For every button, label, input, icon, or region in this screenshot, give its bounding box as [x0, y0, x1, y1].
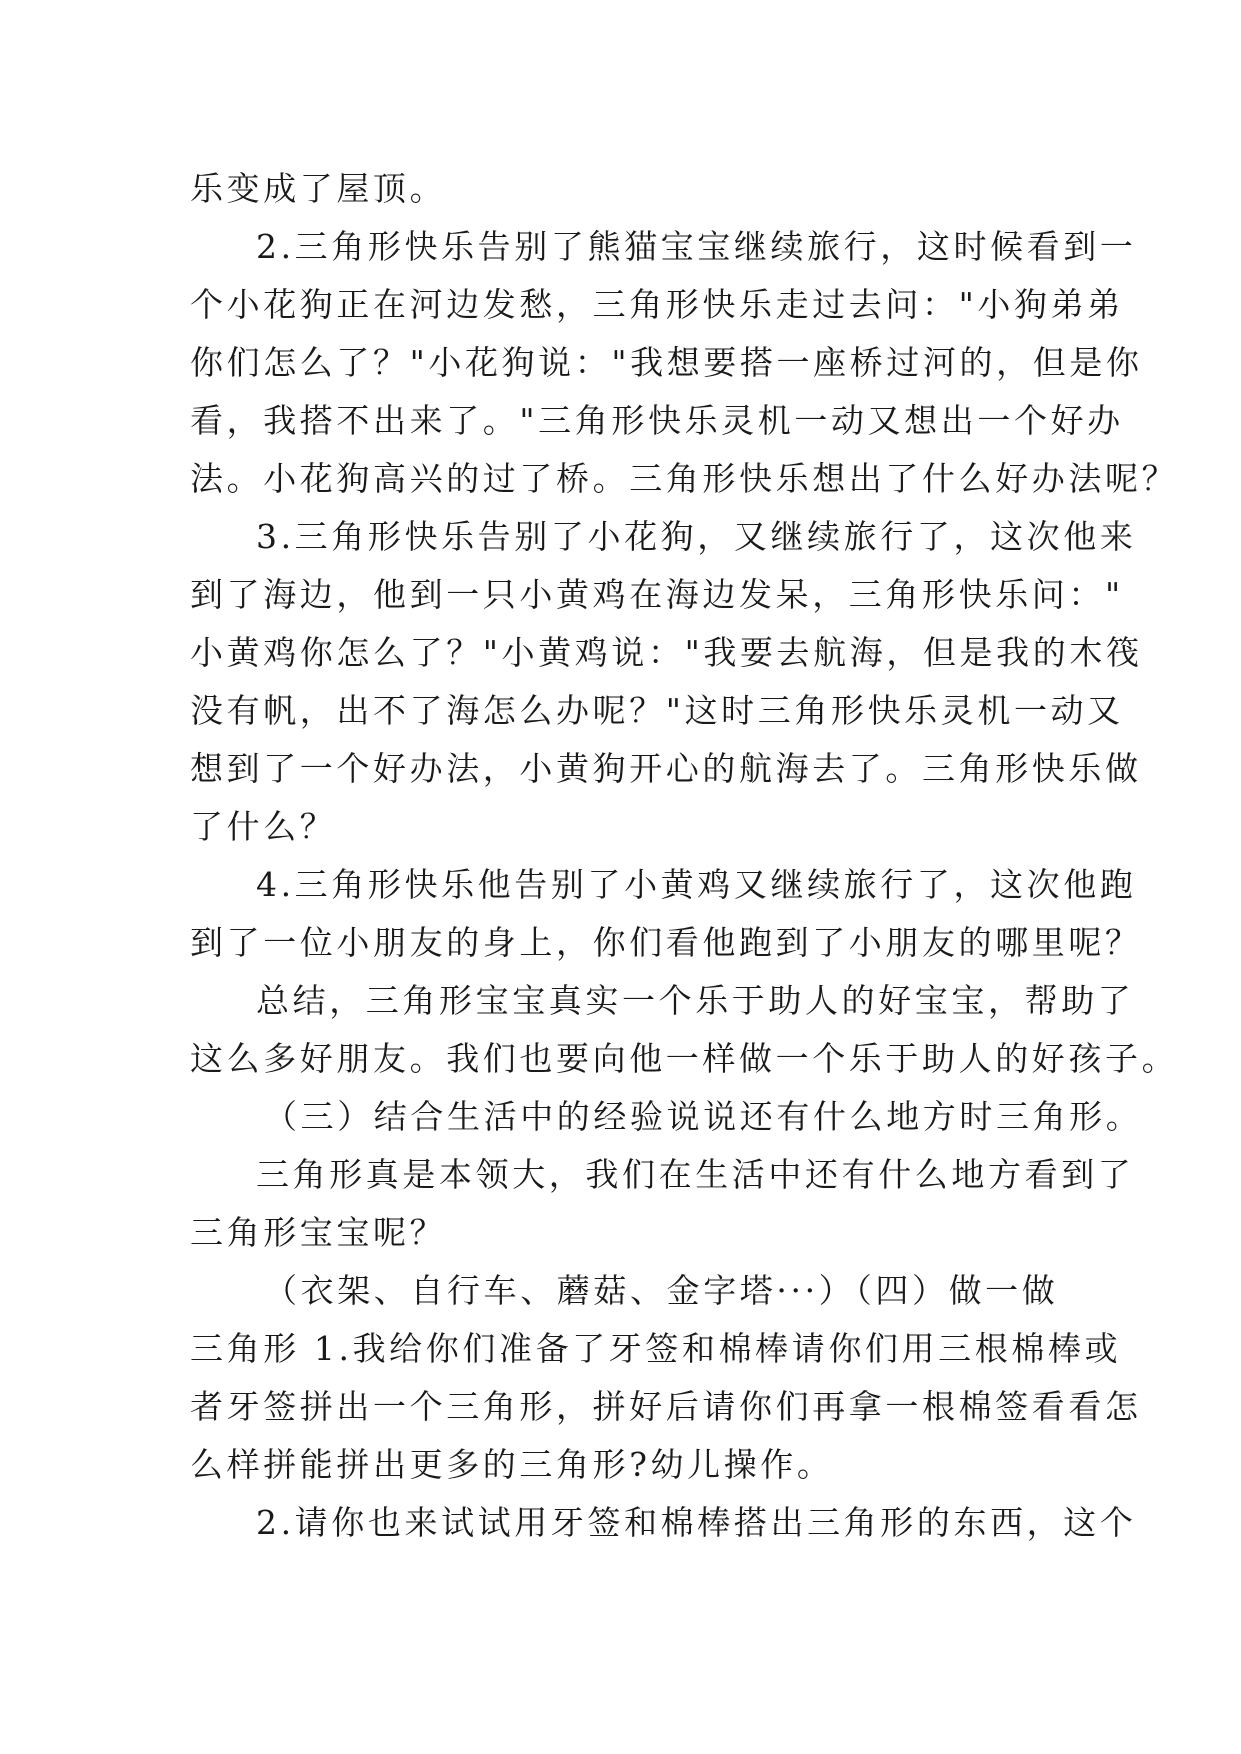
text-line: 这么多好朋友。我们也要向他一样做一个乐于助人的好孩子。	[190, 1039, 1179, 1078]
text-line: 三角形 1.我给你们准备了牙签和棉棒请你们用三根棉棒或	[190, 1329, 1122, 1368]
text-line: 到了一位小朋友的身上，你们看他跑到了小朋友的哪里呢？	[190, 923, 1142, 962]
text-line: （衣架、自行车、蘑菇、金字塔···）（四）做一做	[264, 1271, 1059, 1310]
document-body	[190, 160, 1179, 1552]
text-line: 了什么？	[190, 807, 337, 846]
text-line: 三角形宝宝呢？	[190, 1213, 447, 1252]
text-line: 4.三角形快乐他告别了小黄鸡又继续旅行了，这次他跑	[256, 865, 1137, 904]
text-line: 小黄鸡你怎么了？"小黄鸡说："我要去航海，但是我的木筏	[190, 633, 1143, 672]
section-heading: （三）结合生活中的经验说说还有什么地方时三角形。	[264, 1097, 1143, 1136]
text-line: 总结，三角形宝宝真实一个乐于助人的好宝宝，帮助了	[256, 981, 1135, 1020]
text-line: 想到了一个好办法，小黄狗开心的航海去了。三角形快乐做	[190, 749, 1142, 788]
text-line: 么样拼能拼出更多的三角形?幼儿操作。	[190, 1445, 834, 1484]
text-line: 3.三角形快乐告别了小花狗，又继续旅行了，这次他来	[256, 517, 1137, 556]
text-line: 你们怎么了？"小花狗说："我想要搭一座桥过河的，但是你	[190, 343, 1143, 382]
text-line: 法。小花狗高兴的过了桥。三角形快乐想出了什么好办法呢？	[190, 459, 1179, 498]
text-line: 个小花狗正在河边发愁，三角形快乐走过去问："小狗弟弟	[190, 285, 1124, 324]
text-line: 2.三角形快乐告别了熊猫宝宝继续旅行，这时候看到一	[256, 227, 1137, 266]
text-line: 看，我搭不出来了。"三角形快乐灵机一动又想出一个好办	[190, 401, 1124, 440]
text-line: 三角形真是本领大，我们在生活中还有什么地方看到了	[256, 1155, 1135, 1194]
text-line: 者牙签拼出一个三角形，拼好后请你们再拿一根棉签看看怎	[190, 1387, 1142, 1426]
text-line: 到了海边，他到一只小黄鸡在海边发呆，三角形快乐问："	[190, 575, 1124, 614]
text-line: 没有帆，出不了海怎么办呢？"这时三角形快乐灵机一动又	[190, 691, 1124, 730]
text-line: 2.请你也来试试用牙签和棉棒搭出三角形的东西，这个	[256, 1503, 1137, 1542]
text-line: 乐变成了屋顶。	[190, 169, 447, 208]
